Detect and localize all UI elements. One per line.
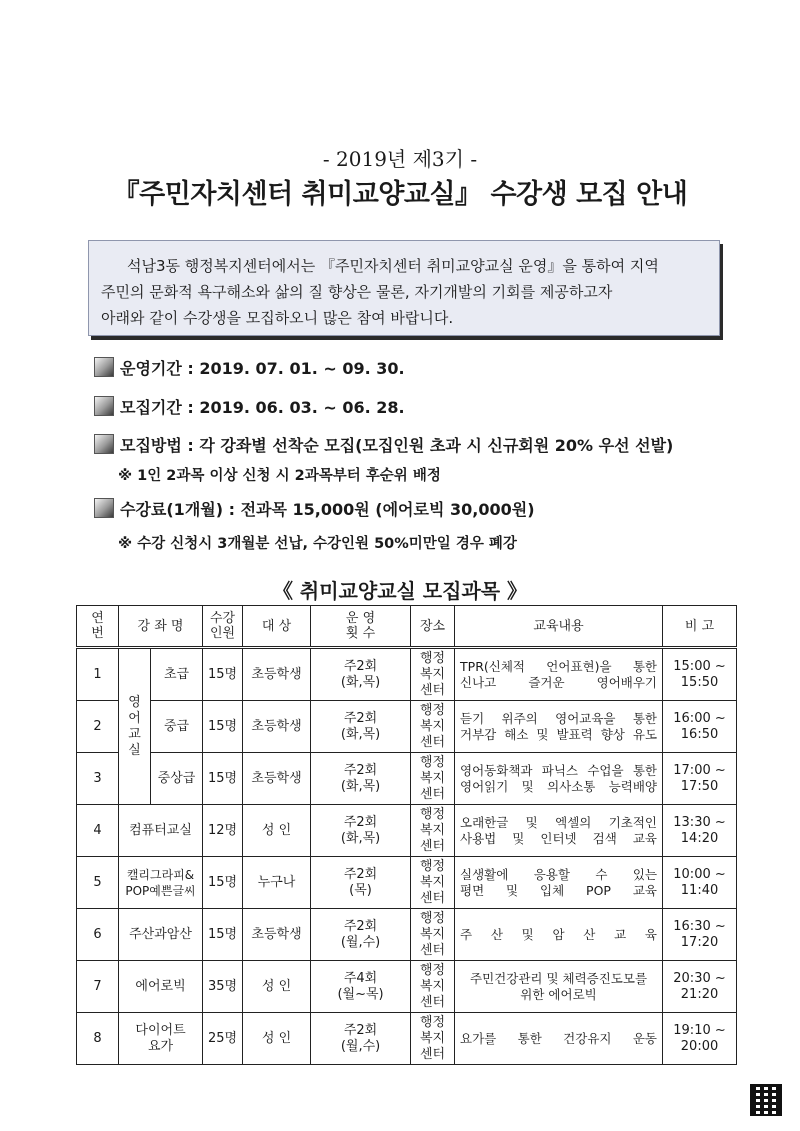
place: 행정복지 센터	[411, 701, 455, 753]
target: 초등학생	[243, 753, 311, 805]
recruit-method: 모집방법 : 각 강좌별 선착순 모집(모집인원 초과 시 신규회원 20% 우선 선발)	[94, 433, 673, 456]
capacity: 15명	[203, 753, 243, 805]
place: 행정복지 센터	[411, 857, 455, 909]
class-time: 10:00 ~ 11:40	[663, 857, 737, 909]
english-group-label: 영어 교실	[119, 648, 151, 805]
sessions: 주2회 (화,목)	[311, 701, 411, 753]
header-capacity: 수강 인원	[203, 606, 243, 648]
sessions: 주4회 (월~목)	[311, 961, 411, 1013]
header-content: 교육내용	[455, 606, 663, 648]
target: 초등학생	[243, 648, 311, 701]
target: 성 인	[243, 1013, 311, 1065]
place: 행정복지 센터	[411, 961, 455, 1013]
course-name: 주산과암산	[119, 909, 203, 961]
capacity: 15명	[203, 857, 243, 909]
header-place: 장소	[411, 606, 455, 648]
table-title: 《 취미교양교실 모집과목 》	[272, 579, 528, 603]
table-row	[77, 805, 737, 857]
place: 행정복지 센터	[411, 753, 455, 805]
class-time: 17:00 ~ 17:50	[663, 753, 737, 805]
class-time: 20:30 ~ 21:20	[663, 961, 737, 1013]
class-time: 13:30 ~ 14:20	[663, 805, 737, 857]
header-no: 연 번	[77, 606, 119, 648]
sessions: 주2회 (월,수)	[311, 1013, 411, 1065]
intro-line: 주민의 문화적 욕구해소와 삶의 질 향상은 물론, 자기개발의 기회를 제공하고자	[101, 283, 613, 301]
course-name: 컴퓨터교실	[119, 805, 203, 857]
table-row	[77, 961, 737, 1013]
row-no: 7	[77, 961, 119, 1013]
target: 성 인	[243, 805, 311, 857]
intro-line: 아래와 같이 수강생을 모집하오니 많은 참여 바랍니다.	[101, 309, 454, 327]
row-no: 8	[77, 1013, 119, 1065]
education-content: 요가를 통한 건강유지 운동	[455, 1013, 663, 1065]
capacity: 15명	[203, 701, 243, 753]
qr-code-icon	[750, 1084, 782, 1116]
place: 행정복지 센터	[411, 909, 455, 961]
capacity: 25명	[203, 1013, 243, 1065]
class-time: 15:00 ~ 15:50	[663, 648, 737, 701]
sessions: 주2회 (화,목)	[311, 805, 411, 857]
row-no: 3	[77, 753, 119, 805]
header-course: 강 좌 명	[119, 606, 203, 648]
course-name: 초급	[151, 648, 203, 701]
row-no: 1	[77, 648, 119, 701]
course-name: 중상급	[151, 753, 203, 805]
row-no: 6	[77, 909, 119, 961]
recruit-period: 모집기간 : 2019. 06. 03. ~ 06. 28.	[94, 395, 405, 418]
table-header-row	[77, 606, 737, 648]
capacity: 15명	[203, 909, 243, 961]
operation-period: 운영기간 : 2019. 07. 01. ~ 09. 30.	[94, 356, 405, 379]
table-row	[77, 701, 737, 753]
sessions: 주2회 (목)	[311, 857, 411, 909]
square-bullet-icon	[94, 498, 114, 518]
capacity: 12명	[203, 805, 243, 857]
sessions: 주2회 (화,목)	[311, 753, 411, 805]
table-row	[77, 753, 737, 805]
recruit-method-note: ※ 1인 2과목 이상 신청 시 2과목부터 후순위 배정	[118, 468, 441, 484]
education-content: 주 산 및 암 산 교 육	[455, 909, 663, 961]
place: 행정복지 센터	[411, 1013, 455, 1065]
notice-subtitle: - 2019년 제3기 -	[322, 147, 478, 171]
notice-title: 『주민자치센터 취미교양교실』 수강생 모집 안내	[112, 179, 688, 210]
target: 초등학생	[243, 909, 311, 961]
intro-line: 석남3동 행정복지센터에서는 『주민자치센터 취미교양교실 운영』을 통하여 지역	[127, 257, 659, 275]
tuition-fee-note: ※ 수강 신청시 3개월분 선납, 수강인원 50%미만일 경우 폐강	[118, 536, 517, 552]
table-row	[77, 857, 737, 909]
education-content: TPR(신체적 언어표현)을 통한 신나고 즐거운 영어배우기	[455, 648, 663, 701]
target: 누구나	[243, 857, 311, 909]
course-name: 중급	[151, 701, 203, 753]
square-bullet-icon	[94, 434, 114, 454]
place: 행정복지 센터	[411, 648, 455, 701]
sessions: 주2회 (화,목)	[311, 648, 411, 701]
courses-table	[76, 605, 737, 1065]
sessions: 주2회 (월,수)	[311, 909, 411, 961]
table-row	[77, 648, 737, 701]
capacity: 15명	[203, 648, 243, 701]
header-target: 대 상	[243, 606, 311, 648]
table-row	[77, 1013, 737, 1065]
education-content: 실생활에 응용할 수 있는 평면 및 입체 POP 교육	[455, 857, 663, 909]
header-sessions: 운 영 횟 수	[311, 606, 411, 648]
square-bullet-icon	[94, 396, 114, 416]
course-name: 다이어트 요가	[119, 1013, 203, 1065]
education-content: 듣기 위주의 영어교육을 통한 거부감 해소 및 발표력 향상 유도	[455, 701, 663, 753]
education-content: 주민건강관리 및 체력증진도모를 위한 에어로빅	[455, 961, 663, 1013]
table-row	[77, 909, 737, 961]
class-time: 16:00 ~ 16:50	[663, 701, 737, 753]
row-no: 5	[77, 857, 119, 909]
tuition-fee: 수강료(1개월) : 전과목 15,000원 (에어로빅 30,000원)	[94, 497, 535, 520]
row-no: 4	[77, 805, 119, 857]
row-no: 2	[77, 701, 119, 753]
education-content: 오래한글 및 엑셀의 기초적인 사용법 및 인터넷 검색 교육	[455, 805, 663, 857]
capacity: 35명	[203, 961, 243, 1013]
square-bullet-icon	[94, 357, 114, 377]
course-name: 캘리그라피& POP예쁜글씨	[119, 857, 203, 909]
target: 초등학생	[243, 701, 311, 753]
header-note: 비 고	[663, 606, 737, 648]
place: 행정복지 센터	[411, 805, 455, 857]
course-name: 에어로빅	[119, 961, 203, 1013]
education-content: 영어동화책과 파닉스 수업을 통한 영어읽기 및 의사소통 능력배양	[455, 753, 663, 805]
class-time: 16:30 ~ 17:20	[663, 909, 737, 961]
class-time: 19:10 ~ 20:00	[663, 1013, 737, 1065]
target: 성 인	[243, 961, 311, 1013]
intro-box	[88, 240, 720, 336]
